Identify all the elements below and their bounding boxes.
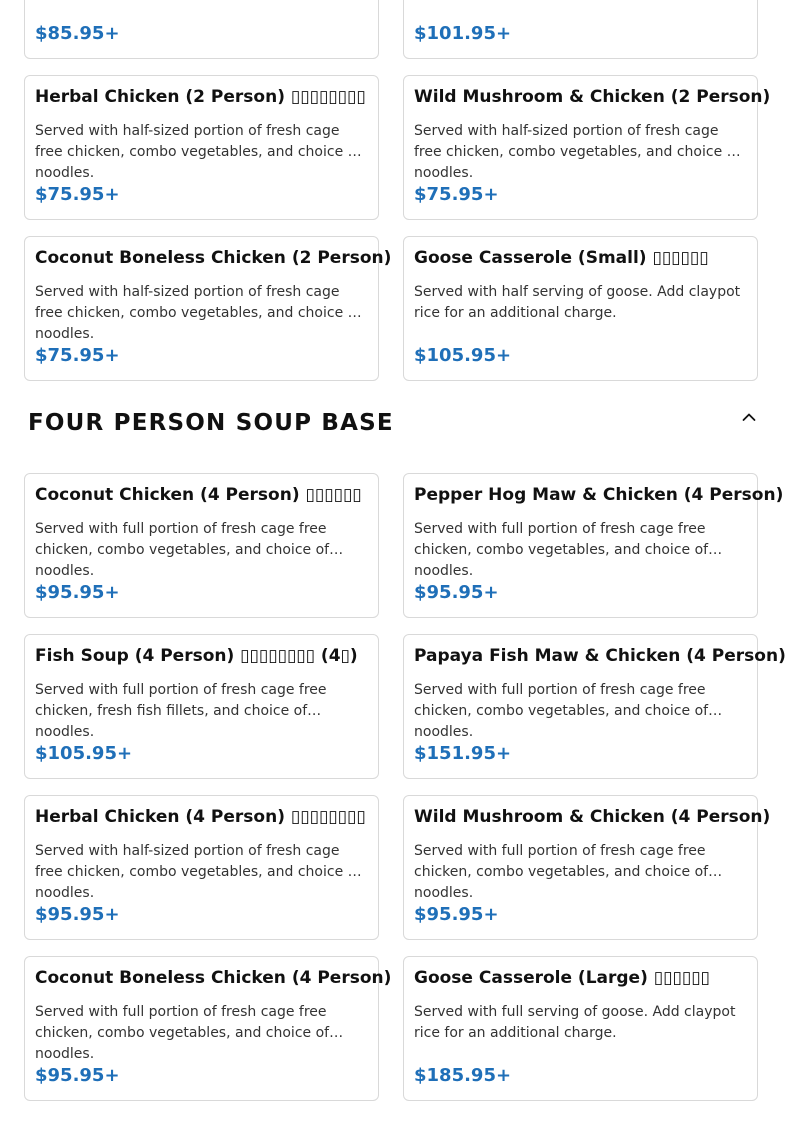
chevron-up-icon[interactable] <box>740 408 758 426</box>
menu-item-description: Served with full serving of goose. Add claypot rice for an additional charge. <box>414 1004 736 1041</box>
menu-item-name: Herbal Chicken (4 Person) ▯▯▯▯▯▯▯▯ <box>35 807 366 827</box>
menu-item-name: Papaya Fish Maw & Chicken (4 Person) <box>414 646 786 666</box>
menu-item-name: Fish Soup (4 Person) ▯▯▯▯▯▯▯▯ (4▯) <box>35 646 358 666</box>
menu-item-description: Served with full portion of fresh cage free chicken, combo vegetables, and choice of noodles. <box>414 843 709 901</box>
menu-item-description: Served with half-sized portion of fresh cage free chicken, combo vegetables, and choice of noodles. <box>35 123 362 181</box>
menu-item-description: Served with full portion of fresh cage free chicken, fresh fish fillets, and choice of noodles. <box>35 682 327 740</box>
menu-item-description: Served with half-sized portion of fresh cage free chicken, combo vegetables, and choice of noodles. <box>414 123 741 181</box>
menu-item-price: $75.95+ <box>35 345 120 366</box>
menu-item-card[interactable] <box>24 75 379 220</box>
menu-item-name: Goose Casserole (Small) ▯▯▯▯▯▯ <box>414 248 709 268</box>
menu-item-price: $105.95+ <box>35 743 133 764</box>
menu-item-name: Coconut Boneless Chicken (4 Person) <box>35 968 392 988</box>
menu-item-card[interactable] <box>403 236 758 381</box>
menu-item-price: $151.95+ <box>414 743 512 764</box>
menu-item-card[interactable] <box>403 634 786 779</box>
menu-item-price: $75.95+ <box>414 184 499 205</box>
menu-item-price: $105.95+ <box>414 345 512 366</box>
menu-item-price: $95.95+ <box>414 582 499 603</box>
menu-item-card[interactable] <box>403 956 758 1101</box>
menu-item-price: $95.95+ <box>35 1065 120 1086</box>
menu-item-grid-four-person <box>24 473 786 1101</box>
menu-item-card[interactable] <box>24 0 379 59</box>
menu-item-description: Served with full portion of fresh cage free chicken, combo vegetables, and choice of noodles. <box>414 521 709 579</box>
section-title: FOUR PERSON SOUP BASE <box>28 410 394 436</box>
menu-item-price: $101.95+ <box>414 23 512 44</box>
menu-item-name: Coconut Boneless Chicken (2 Person) <box>35 248 392 268</box>
menu-item-name: Wild Mushroom & Chicken (2 Person) <box>414 87 771 107</box>
menu-item-name: Pepper Hog Maw & Chicken (4 Person) <box>414 485 784 505</box>
menu-item-price: $85.95+ <box>35 23 120 44</box>
menu-item-name: Coconut Chicken (4 Person) ▯▯▯▯▯▯ <box>35 485 362 505</box>
menu-item-card[interactable] <box>24 795 379 940</box>
menu-item-description: Served with full portion of fresh cage free chicken, combo vegetables, and choice of noodles. <box>414 682 709 740</box>
menu-item-price: $95.95+ <box>414 904 499 925</box>
menu-item-description: Served with half-sized portion of fresh cage free chicken, combo vegetables, and choice of noodles. <box>35 284 362 342</box>
menu-item-description: Served with full portion of fresh cage free chicken, combo vegetables, and choice of noodles. <box>35 1004 330 1062</box>
menu-item-price: $95.95+ <box>35 904 120 925</box>
menu-item-card[interactable] <box>24 236 392 381</box>
menu-item-description: Served with half-sized portion of fresh cage free chicken, combo vegetables, and choice of noodles. <box>35 843 362 901</box>
menu-item-card[interactable] <box>24 634 379 779</box>
menu-item-grid-top <box>24 0 771 381</box>
menu-item-card[interactable] <box>403 795 771 940</box>
menu-item-card[interactable] <box>403 0 758 59</box>
menu-item-price: $75.95+ <box>35 184 120 205</box>
menu-item-card[interactable] <box>403 473 784 618</box>
menu-item-name: Wild Mushroom & Chicken (4 Person) <box>414 807 771 827</box>
menu-item-card[interactable] <box>403 75 771 220</box>
menu-item-card[interactable] <box>24 473 379 618</box>
section-header[interactable] <box>28 408 758 438</box>
menu-item-description: Served with half serving of goose. Add claypot rice for an additional charge. <box>414 284 741 321</box>
menu-item-name: Herbal Chicken (2 Person) ▯▯▯▯▯▯▯▯ <box>35 87 366 107</box>
menu-item-card[interactable] <box>24 956 392 1101</box>
menu-item-description: Served with full portion of fresh cage free chicken, combo vegetables, and choice of noodles. <box>35 521 330 579</box>
menu-item-price: $185.95+ <box>414 1065 512 1086</box>
menu-item-name: Goose Casserole (Large) ▯▯▯▯▯▯ <box>414 968 710 988</box>
menu-item-price: $95.95+ <box>35 582 120 603</box>
